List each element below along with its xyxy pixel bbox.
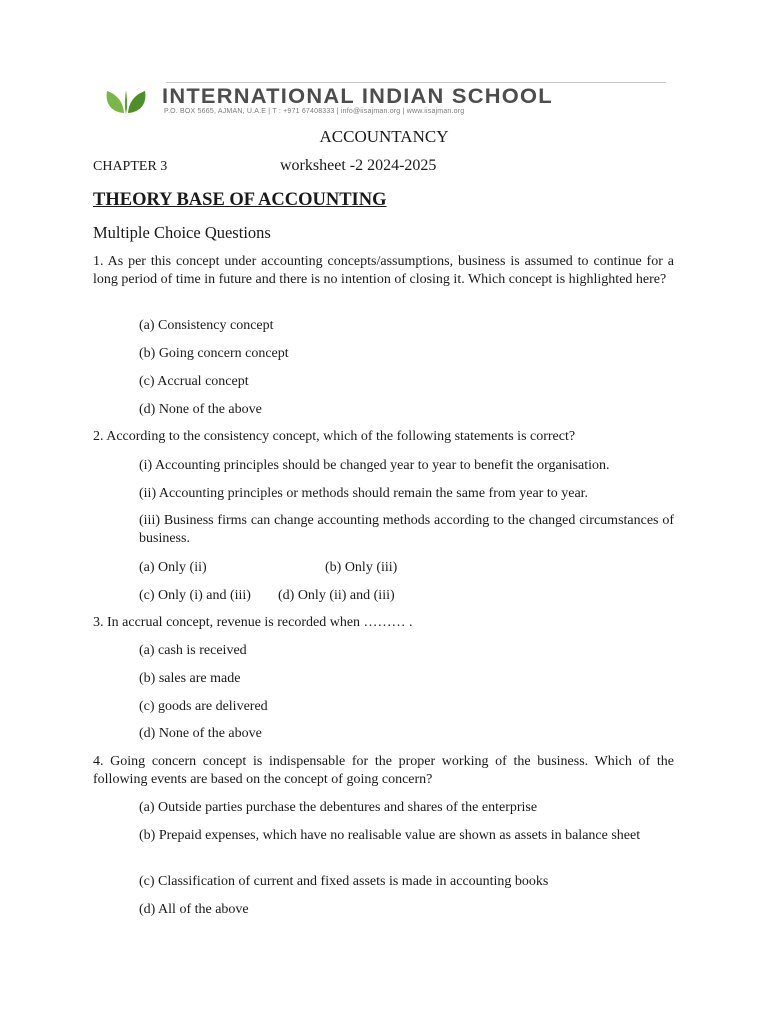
section-heading: Multiple Choice Questions — [93, 223, 271, 242]
header-rule — [166, 82, 666, 83]
q4-option-c: (c) Classification of current and fixed assets is made in accounting books — [139, 874, 549, 889]
q1-option-a: (a) Consistency concept — [139, 318, 274, 333]
school-logo-icon — [104, 86, 148, 116]
q2-statement-i: (i) Accounting principles should be changed year to year to benefit the organisation. — [139, 458, 610, 473]
q1-option-d: (d) None of the above — [139, 402, 262, 417]
question-1: 1. As per this concept under accounting concepts/assumptions, business is assumed to continue for a long period of time in future and there is no intention of closing it. Which concept is highlighted here? — [93, 254, 674, 287]
q4-option-b: (b) Prepaid expenses, which have no realisable value are shown as assets in balance sheet — [139, 828, 641, 843]
subject-heading: ACCOUNTANCY — [319, 127, 449, 146]
q3-option-b: (b) sales are made — [139, 671, 241, 686]
q3-option-a: (a) cash is received — [139, 643, 247, 658]
question-2: 2. According to the consistency concept, which of the following statements is correct? — [93, 429, 576, 444]
school-header — [104, 82, 670, 120]
q2-option-a: (a) Only (ii) — [139, 560, 207, 575]
q2-option-d: (d) Only (ii) and (iii) — [278, 588, 395, 603]
question-4: 4. Going concern concept is indispensable for the proper working of the business. Which of the following events are based on the concept of going concern? — [93, 754, 674, 787]
worksheet-label: worksheet -2 2024-2025 — [280, 157, 437, 174]
q3-option-c: (c) goods are delivered — [139, 699, 268, 714]
q4-option-d: (d) All of the above — [139, 902, 249, 917]
school-contact: P.O. BOX 5665, AJMAN, U.A.E | T : +971 67408333 | info@iisajman.org | www.iisajman.org — [164, 108, 465, 115]
page-title: THEORY BASE OF ACCOUNTING — [93, 190, 387, 210]
q2-option-b: (b) Only (iii) — [325, 560, 398, 575]
q4-option-a: (a) Outside parties purchase the debentures and shares of the enterprise — [139, 800, 538, 815]
q2-option-c: (c) Only (i) and (iii) — [139, 588, 251, 603]
q1-option-b: (b) Going concern concept — [139, 346, 289, 361]
school-name: INTERNATIONAL INDIAN SCHOOL — [162, 85, 553, 108]
q1-option-c: (c) Accrual concept — [139, 374, 249, 389]
chapter-label: CHAPTER 3 — [93, 159, 168, 174]
q2-statement-iii: (iii) Business firms can change accounting methods according to the changed circumstances of business. — [139, 513, 674, 546]
question-3: 3. In accrual concept, revenue is recorded when ……… . — [93, 615, 413, 630]
q3-option-d: (d) None of the above — [139, 726, 262, 741]
q2-statement-ii: (ii) Accounting principles or methods should remain the same from year to year. — [139, 486, 589, 501]
